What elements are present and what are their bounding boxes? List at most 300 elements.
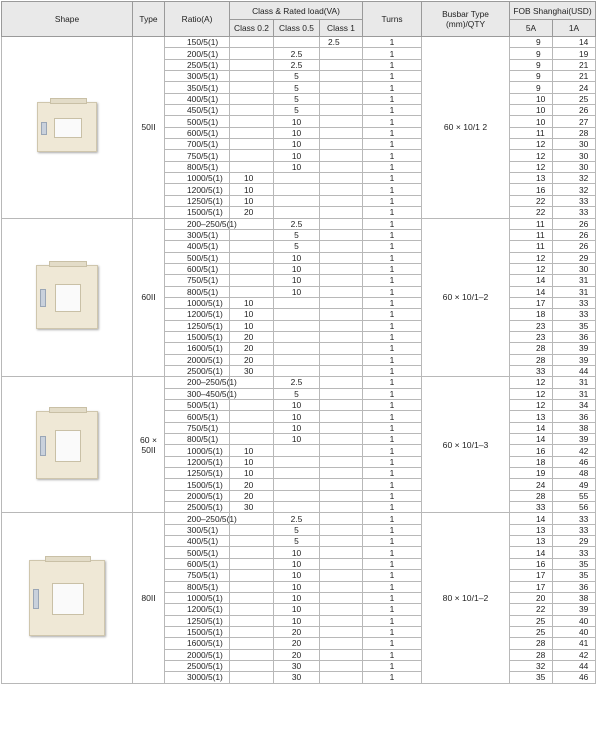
ratio-cell: 350/5(1) [165, 82, 230, 93]
ratio-cell: 750/5(1) [165, 422, 230, 433]
class-05-cell [274, 320, 320, 331]
class-05-cell: 10 [274, 411, 320, 422]
class-02-cell [230, 150, 274, 161]
class-05-cell: 10 [274, 604, 320, 615]
class-05-cell: 5 [274, 93, 320, 104]
class-05-cell [274, 490, 320, 501]
class-05-cell [274, 479, 320, 490]
fob-1a-cell: 33 [553, 547, 596, 558]
fob-5a-cell: 28 [510, 354, 553, 365]
fob-1a-cell: 31 [553, 286, 596, 297]
current-transformer-image [36, 265, 98, 329]
turns-cell: 1 [363, 71, 422, 82]
fob-5a-cell: 12 [510, 139, 553, 150]
fob-5a-cell: 35 [510, 672, 553, 683]
table-body [2, 37, 596, 684]
fob-1a-cell: 33 [553, 297, 596, 308]
turns-cell: 1 [363, 400, 422, 411]
turns-cell: 1 [363, 218, 422, 229]
ratio-cell: 600/5(1) [165, 263, 230, 274]
class-1-cell [320, 275, 363, 286]
product-table [1, 1, 596, 684]
fob-5a-cell: 11 [510, 218, 553, 229]
type-cell: 60II [133, 218, 165, 377]
class-05-cell: 10 [274, 127, 320, 138]
ratio-cell: 750/5(1) [165, 275, 230, 286]
fob-1a-cell: 38 [553, 592, 596, 603]
ratio-cell: 600/5(1) [165, 127, 230, 138]
class-05-cell: 2.5 [274, 513, 320, 524]
fob-5a-cell: 11 [510, 229, 553, 240]
ratio-cell: 2500/5(1) [165, 502, 230, 513]
fob-1a-cell: 26 [553, 105, 596, 116]
ratio-cell: 1000/5(1) [165, 445, 230, 456]
class-02-cell [230, 229, 274, 240]
fob-1a-cell: 26 [553, 229, 596, 240]
class-05-cell: 5 [274, 229, 320, 240]
fob-1a-cell: 36 [553, 411, 596, 422]
fob-5a-cell: 13 [510, 411, 553, 422]
fob-1a-cell: 46 [553, 456, 596, 467]
class-05-cell: 20 [274, 626, 320, 637]
busbar-cell: 60 × 10/1–2 [422, 218, 510, 377]
class-05-cell: 10 [274, 558, 320, 569]
turns-cell: 1 [363, 93, 422, 104]
class-02-cell: 10 [230, 184, 274, 195]
turns-cell: 1 [363, 331, 422, 342]
fob-5a-cell: 17 [510, 581, 553, 592]
turns-cell: 1 [363, 139, 422, 150]
ratio-cell: 1600/5(1) [165, 638, 230, 649]
class-02-cell [230, 411, 274, 422]
fob-1a-cell: 49 [553, 479, 596, 490]
class-02-cell [230, 400, 274, 411]
fob-5a-cell: 28 [510, 638, 553, 649]
class-1-cell [320, 297, 363, 308]
header-busbar: Busbar Type (mm)/QTY [422, 2, 510, 37]
header-class-group: Class & Rated load(VA) [230, 2, 363, 20]
turns-cell: 1 [363, 161, 422, 172]
class-05-cell [274, 343, 320, 354]
fob-1a-cell: 39 [553, 354, 596, 365]
turns-cell: 1 [363, 547, 422, 558]
fob-1a-cell: 34 [553, 400, 596, 411]
transformer-window [52, 583, 84, 615]
fob-5a-cell: 9 [510, 71, 553, 82]
class-05-cell [274, 365, 320, 376]
ratio-cell: 1200/5(1) [165, 309, 230, 320]
fob-5a-cell: 10 [510, 116, 553, 127]
class-02-cell [230, 570, 274, 581]
fob-5a-cell: 12 [510, 161, 553, 172]
class-1-cell [320, 570, 363, 581]
ratio-cell: 1200/5(1) [165, 604, 230, 615]
class-1-cell [320, 456, 363, 467]
class-05-cell: 10 [274, 592, 320, 603]
class-05-cell: 10 [274, 263, 320, 274]
type-cell: 60 × 50II [133, 377, 165, 513]
header-ratio: Ratio(A) [165, 2, 230, 37]
class-02-cell [230, 139, 274, 150]
fob-5a-cell: 28 [510, 343, 553, 354]
transformer-window [55, 430, 81, 462]
class-05-cell: 5 [274, 71, 320, 82]
fob-1a-cell: 29 [553, 252, 596, 263]
class-1-cell [320, 422, 363, 433]
fob-5a-cell: 14 [510, 434, 553, 445]
class-05-cell: 2.5 [274, 59, 320, 70]
turns-cell: 1 [363, 229, 422, 240]
turns-cell: 1 [363, 286, 422, 297]
class-02-cell: 10 [230, 309, 274, 320]
fob-1a-cell: 33 [553, 513, 596, 524]
header-shape: Shape [2, 2, 133, 37]
class-02-cell: 20 [230, 490, 274, 501]
current-transformer-image [29, 560, 105, 636]
class-1-cell [320, 377, 363, 388]
class-02-cell [230, 615, 274, 626]
transformer-window [55, 284, 81, 312]
class-1-cell [320, 207, 363, 218]
fob-5a-cell: 12 [510, 400, 553, 411]
class-1-cell [320, 400, 363, 411]
class-02-cell: 10 [230, 320, 274, 331]
fob-1a-cell: 33 [553, 309, 596, 320]
turns-cell: 1 [363, 445, 422, 456]
turns-cell: 1 [363, 422, 422, 433]
class-1-cell [320, 127, 363, 138]
class-02-cell: 20 [230, 354, 274, 365]
class-05-cell: 5 [274, 388, 320, 399]
fob-1a-cell: 39 [553, 604, 596, 615]
turns-cell: 1 [363, 615, 422, 626]
class-1-cell [320, 388, 363, 399]
table-row [2, 37, 596, 48]
turns-cell: 1 [363, 207, 422, 218]
fob-5a-cell: 18 [510, 309, 553, 320]
class-1-cell [320, 286, 363, 297]
class-02-cell [230, 71, 274, 82]
ratio-cell: 1000/5(1) [165, 173, 230, 184]
class-1-cell [320, 82, 363, 93]
fob-5a-cell: 17 [510, 297, 553, 308]
turns-cell: 1 [363, 388, 422, 399]
turns-cell: 1 [363, 173, 422, 184]
class-05-cell: 20 [274, 649, 320, 660]
fob-1a-cell: 21 [553, 59, 596, 70]
turns-cell: 1 [363, 309, 422, 320]
fob-5a-cell: 10 [510, 93, 553, 104]
transformer-terminal-cap [45, 556, 91, 562]
class-02-cell: 30 [230, 502, 274, 513]
fob-1a-cell: 26 [553, 218, 596, 229]
turns-cell: 1 [363, 252, 422, 263]
class-1-cell [320, 479, 363, 490]
fob-5a-cell: 12 [510, 252, 553, 263]
fob-5a-cell: 23 [510, 320, 553, 331]
turns-cell: 1 [363, 524, 422, 535]
fob-1a-cell: 25 [553, 93, 596, 104]
class-1-cell [320, 581, 363, 592]
class-1-cell [320, 649, 363, 660]
fob-5a-cell: 32 [510, 660, 553, 671]
fob-1a-cell: 40 [553, 615, 596, 626]
fob-1a-cell: 33 [553, 195, 596, 206]
busbar-cell: 60 × 10/1–3 [422, 377, 510, 513]
turns-cell: 1 [363, 558, 422, 569]
fob-1a-cell: 14 [553, 37, 596, 48]
turns-cell: 1 [363, 354, 422, 365]
fob-1a-cell: 30 [553, 263, 596, 274]
product-image [2, 37, 133, 219]
ratio-cell: 450/5(1) [165, 105, 230, 116]
class-05-cell [274, 468, 320, 479]
class-02-cell: 10 [230, 173, 274, 184]
fob-1a-cell: 40 [553, 626, 596, 637]
turns-cell: 1 [363, 456, 422, 467]
class-1-cell [320, 229, 363, 240]
header-fob-1a: 1A [553, 20, 596, 37]
class-05-cell [274, 331, 320, 342]
header-type: Type [133, 2, 165, 37]
class-02-cell [230, 93, 274, 104]
fob-5a-cell: 28 [510, 649, 553, 660]
ratio-cell: 800/5(1) [165, 161, 230, 172]
turns-cell: 1 [363, 377, 422, 388]
class-02-cell [230, 252, 274, 263]
class-05-cell [274, 297, 320, 308]
ratio-cell: 1500/5(1) [165, 331, 230, 342]
fob-5a-cell: 9 [510, 59, 553, 70]
busbar-cell: 80 × 10/1–2 [422, 513, 510, 683]
turns-cell: 1 [363, 343, 422, 354]
header-class-05: Class 0.5 [274, 20, 320, 37]
fob-5a-cell: 18 [510, 456, 553, 467]
turns-cell: 1 [363, 275, 422, 286]
fob-1a-cell: 31 [553, 275, 596, 286]
class-02-cell [230, 116, 274, 127]
turns-cell: 1 [363, 581, 422, 592]
class-02-cell: 10 [230, 456, 274, 467]
class-02-cell: 10 [230, 195, 274, 206]
turns-cell: 1 [363, 116, 422, 127]
fob-5a-cell: 12 [510, 263, 553, 274]
current-transformer-image [37, 102, 97, 152]
class-02-cell [230, 536, 274, 547]
fob-1a-cell: 27 [553, 116, 596, 127]
class-02-cell [230, 275, 274, 286]
class-05-cell: 10 [274, 116, 320, 127]
fob-1a-cell: 31 [553, 377, 596, 388]
class-02-cell [230, 547, 274, 558]
product-image [2, 377, 133, 513]
fob-5a-cell: 13 [510, 524, 553, 535]
class-1-cell [320, 638, 363, 649]
header-class-1: Class 1 [320, 20, 363, 37]
fob-5a-cell: 16 [510, 445, 553, 456]
turns-cell: 1 [363, 649, 422, 660]
ratio-cell: 300/5(1) [165, 71, 230, 82]
class-05-cell [274, 184, 320, 195]
transformer-nameplate [40, 289, 46, 307]
class-05-cell: 5 [274, 524, 320, 535]
ratio-cell: 200–250/5(1) [165, 377, 230, 388]
class-05-cell: 10 [274, 286, 320, 297]
ratio-cell: 400/5(1) [165, 241, 230, 252]
class-02-cell [230, 37, 274, 48]
fob-5a-cell: 33 [510, 502, 553, 513]
class-1-cell [320, 139, 363, 150]
fob-5a-cell: 23 [510, 331, 553, 342]
class-1-cell [320, 524, 363, 535]
type-cell: 50II [133, 37, 165, 219]
ratio-cell: 3000/5(1) [165, 672, 230, 683]
ratio-cell: 1200/5(1) [165, 184, 230, 195]
class-05-cell: 5 [274, 241, 320, 252]
class-02-cell [230, 524, 274, 535]
fob-5a-cell: 33 [510, 365, 553, 376]
class-1-cell [320, 445, 363, 456]
class-1-cell [320, 161, 363, 172]
class-05-cell: 10 [274, 150, 320, 161]
fob-1a-cell: 32 [553, 173, 596, 184]
class-05-cell: 30 [274, 660, 320, 671]
turns-cell: 1 [363, 536, 422, 547]
turns-cell: 1 [363, 411, 422, 422]
class-1-cell [320, 218, 363, 229]
class-02-cell: 20 [230, 331, 274, 342]
class-1-cell [320, 173, 363, 184]
transformer-window [54, 118, 82, 138]
class-05-cell [274, 173, 320, 184]
class-02-cell [230, 660, 274, 671]
ratio-cell: 1500/5(1) [165, 626, 230, 637]
class-05-cell: 2.5 [274, 218, 320, 229]
fob-1a-cell: 44 [553, 365, 596, 376]
turns-cell: 1 [363, 297, 422, 308]
class-05-cell: 10 [274, 615, 320, 626]
class-05-cell: 10 [274, 547, 320, 558]
busbar-cell: 60 × 10/1 2 [422, 37, 510, 219]
class-1-cell [320, 71, 363, 82]
turns-cell: 1 [363, 570, 422, 581]
header-fob-group: FOB Shanghai(USD) [510, 2, 596, 20]
ratio-cell: 600/5(1) [165, 411, 230, 422]
ratio-cell: 1500/5(1) [165, 207, 230, 218]
fob-5a-cell: 14 [510, 286, 553, 297]
ratio-cell: 700/5(1) [165, 139, 230, 150]
fob-1a-cell: 35 [553, 558, 596, 569]
class-05-cell [274, 456, 320, 467]
fob-1a-cell: 19 [553, 48, 596, 59]
ratio-cell: 500/5(1) [165, 252, 230, 263]
turns-cell: 1 [363, 434, 422, 445]
ratio-cell: 500/5(1) [165, 116, 230, 127]
class-05-cell: 10 [274, 161, 320, 172]
turns-cell: 1 [363, 241, 422, 252]
fob-1a-cell: 32 [553, 184, 596, 195]
class-02-cell: 10 [230, 468, 274, 479]
class-05-cell [274, 502, 320, 513]
fob-5a-cell: 24 [510, 479, 553, 490]
class-05-cell: 5 [274, 536, 320, 547]
class-05-cell [274, 354, 320, 365]
class-02-cell: 20 [230, 343, 274, 354]
class-05-cell: 10 [274, 252, 320, 263]
transformer-nameplate [41, 122, 47, 135]
fob-5a-cell: 11 [510, 241, 553, 252]
turns-cell: 1 [363, 37, 422, 48]
turns-cell: 1 [363, 479, 422, 490]
class-1-cell [320, 331, 363, 342]
type-cell: 80II [133, 513, 165, 683]
class-05-cell: 10 [274, 275, 320, 286]
fob-5a-cell: 11 [510, 127, 553, 138]
ratio-cell: 300/5(1) [165, 524, 230, 535]
ratio-cell: 2500/5(1) [165, 660, 230, 671]
class-02-cell: 10 [230, 297, 274, 308]
fob-5a-cell: 17 [510, 570, 553, 581]
ratio-cell: 750/5(1) [165, 150, 230, 161]
table-row [2, 218, 596, 229]
class-1-cell [320, 195, 363, 206]
ratio-cell: 1000/5(1) [165, 297, 230, 308]
fob-1a-cell: 26 [553, 241, 596, 252]
fob-5a-cell: 22 [510, 195, 553, 206]
fob-1a-cell: 31 [553, 388, 596, 399]
turns-cell: 1 [363, 150, 422, 161]
class-1-cell [320, 354, 363, 365]
turns-cell: 1 [363, 468, 422, 479]
class-02-cell [230, 105, 274, 116]
ratio-cell: 250/5(1) [165, 59, 230, 70]
turns-cell: 1 [363, 604, 422, 615]
class-02-cell [230, 672, 274, 683]
class-05-cell: 10 [274, 570, 320, 581]
ratio-cell: 500/5(1) [165, 400, 230, 411]
class-1-cell [320, 536, 363, 547]
fob-1a-cell: 44 [553, 660, 596, 671]
fob-1a-cell: 35 [553, 320, 596, 331]
class-02-cell [230, 592, 274, 603]
transformer-nameplate [40, 436, 46, 456]
turns-cell: 1 [363, 638, 422, 649]
turns-cell: 1 [363, 127, 422, 138]
ratio-cell: 200–250/5(1) [165, 513, 230, 524]
class-1-cell: 2.5 [320, 37, 363, 48]
turns-cell: 1 [363, 513, 422, 524]
class-02-cell [230, 626, 274, 637]
header-class-02: Class 0.2 [230, 20, 274, 37]
class-1-cell [320, 660, 363, 671]
fob-1a-cell: 56 [553, 502, 596, 513]
fob-5a-cell: 12 [510, 377, 553, 388]
class-05-cell: 2.5 [274, 377, 320, 388]
turns-cell: 1 [363, 263, 422, 274]
fob-1a-cell: 30 [553, 139, 596, 150]
ratio-cell: 600/5(1) [165, 558, 230, 569]
fob-5a-cell: 12 [510, 150, 553, 161]
class-02-cell [230, 604, 274, 615]
class-05-cell: 30 [274, 672, 320, 683]
turns-cell: 1 [363, 48, 422, 59]
fob-5a-cell: 16 [510, 184, 553, 195]
fob-1a-cell: 30 [553, 150, 596, 161]
class-05-cell [274, 37, 320, 48]
fob-1a-cell: 41 [553, 638, 596, 649]
class-1-cell [320, 116, 363, 127]
turns-cell: 1 [363, 184, 422, 195]
